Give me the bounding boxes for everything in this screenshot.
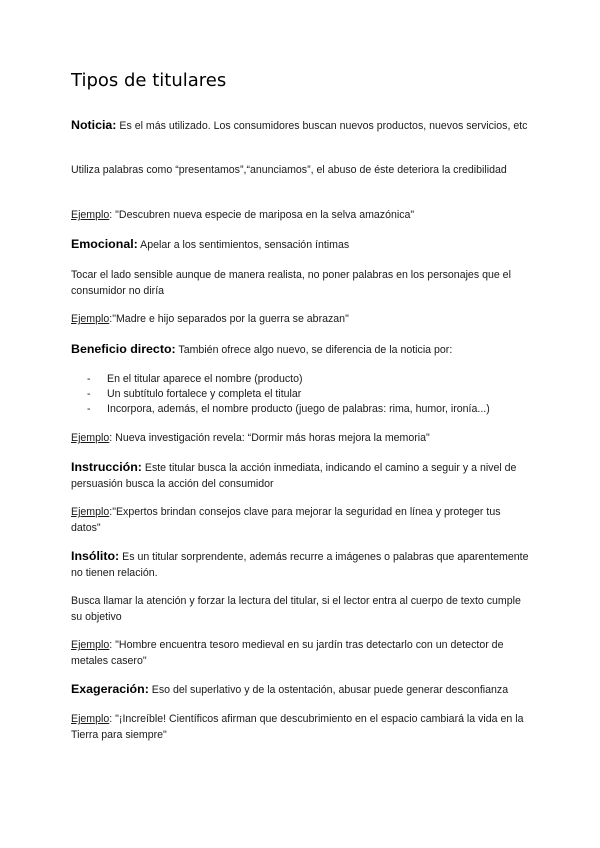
insolito-description <box>71 548 531 581</box>
dash-bullet: - <box>87 403 91 415</box>
noticia-extra: Utiliza palabras como “presentamos”,“anunciamos”, el abuso de éste deteriora la credibilidad <box>71 164 507 176</box>
list-item: - En el titular aparece el nombre (producto) <box>87 373 303 385</box>
beneficio-example <box>71 430 531 446</box>
list-item: - Incorpora, además, el nombre producto (juego de palabras: rima, humor, ironía...) <box>87 403 490 415</box>
beneficio-example-text: : Nueva investigación revela: “Dormir más horas mejora la memoria" <box>109 432 430 444</box>
emocional-description <box>71 236 531 253</box>
instruccion-desc-text: Este titular busca la acción inmediata, indicando el camino a seguir y a nivel de persuasión busca la acción del consumidor <box>71 462 517 490</box>
page-title: Tipos de titulares <box>71 70 227 91</box>
instruccion-example <box>71 504 531 536</box>
emocional-desc-text: Apelar a los sentimientos, sensación íntimas <box>140 239 350 251</box>
exageracion-heading: Exageración: <box>71 682 149 696</box>
beneficio-heading: Beneficio directo: <box>71 342 176 356</box>
insolito-heading: Insólito: <box>71 549 120 563</box>
dash-bullet: - <box>87 388 91 400</box>
exageracion-desc-text: Eso del superlativo y de la ostentación, abusar puede generar desconfianza <box>151 684 509 696</box>
beneficio-list <box>87 372 527 417</box>
instruccion-example-label: Ejemplo <box>71 506 110 518</box>
exageracion-example <box>71 711 531 743</box>
insolito-example-label: Ejemplo <box>71 639 110 651</box>
insolito-extra: Busca llamar la atención y forzar la lectura del titular, si el lector entra al cuerpo de texto cumple su objetivo <box>71 595 521 623</box>
beneficio-example-label: Ejemplo <box>71 432 110 444</box>
emocional-heading: Emocional: <box>71 237 138 251</box>
instruccion-description <box>71 459 531 492</box>
instruccion-heading: Instrucción: <box>71 460 142 474</box>
noticia-description <box>71 117 531 134</box>
noticia-desc-text: Es el más utilizado. Los consumidores buscan nuevos productos, nuevos servicios, etc <box>119 120 528 132</box>
noticia-heading: Noticia: <box>71 118 117 132</box>
exageracion-example-label: Ejemplo <box>71 713 110 725</box>
emocional-example-label: Ejemplo <box>71 313 110 325</box>
beneficio-desc-text: También ofrece algo nuevo, se diferencia de la noticia por: <box>178 344 453 356</box>
beneficio-description <box>71 341 531 358</box>
emocional-example <box>71 311 531 327</box>
noticia-example-text: : "Descubren nueva especie de mariposa en la selva amazónica" <box>109 209 415 221</box>
insolito-example-text: : "Hombre encuentra tesoro medieval en su jardín tras detectarlo con un detector de metales casero" <box>71 639 504 667</box>
dash-bullet: - <box>87 373 91 385</box>
exageracion-example-text: : "¡Increíble! Científicos afirman que descubrimiento en el espacio cambiará la vida en la Tierra para siempre" <box>71 713 524 741</box>
noticia-example <box>71 207 531 223</box>
exageracion-description <box>71 681 531 698</box>
insolito-example <box>71 637 531 669</box>
list-item: - Un subtítulo fortalece y completa el titular <box>87 388 302 400</box>
insolito-desc-text: Es un titular sorprendente, además recurre a imágenes o palabras que aparentemente no tienen relación. <box>71 551 529 579</box>
emocional-extra: Tocar el lado sensible aunque de manera realista, no poner palabras en los personajes que el consumidor no diría <box>71 269 511 297</box>
emocional-example-text: :"Madre e hijo separados por la guerra se abrazan" <box>109 313 349 325</box>
instruccion-example-text: :"Expertos brindan consejos clave para mejorar la seguridad en línea y proteger tus datos" <box>71 506 501 534</box>
noticia-example-label: Ejemplo <box>71 209 110 221</box>
